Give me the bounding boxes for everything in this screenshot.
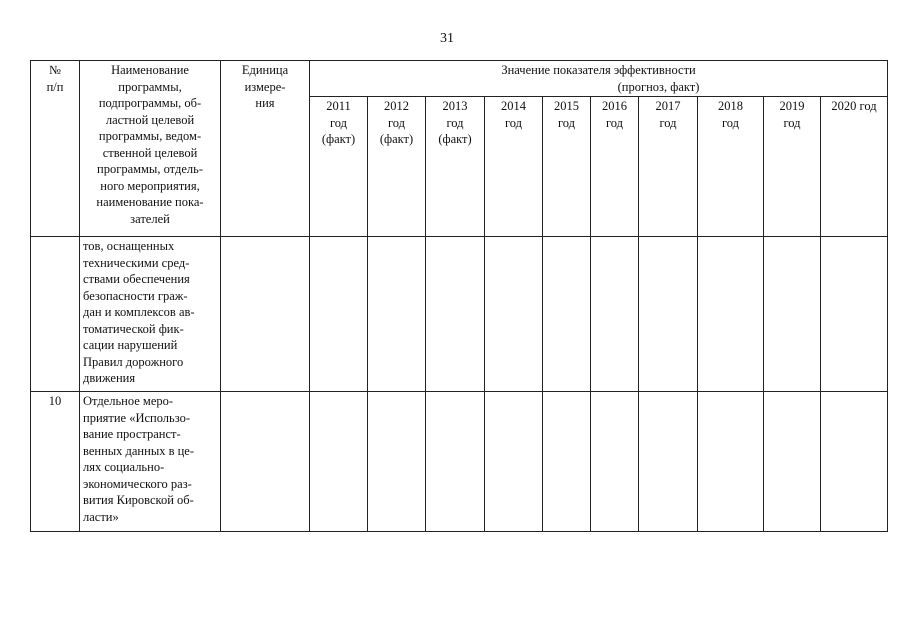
- header-unit-line: Единица: [241, 63, 289, 77]
- row-name-line: тов, оснащенных: [83, 239, 175, 253]
- year-line: год: [721, 115, 740, 130]
- value-cell: [764, 392, 821, 532]
- row-name: [80, 237, 221, 392]
- header-name-line: ластной целевой: [105, 112, 195, 127]
- value-cell: [368, 237, 426, 392]
- year-line: 2016: [602, 99, 627, 113]
- year-2014: [485, 97, 543, 237]
- header-name-line: ного мероприятия,: [100, 178, 200, 193]
- row-name-line: томатической фик-: [83, 321, 184, 336]
- row-name-line: ласти»: [83, 509, 119, 524]
- row-name-line: ствами обеспечения: [83, 272, 190, 286]
- year-line: год: [783, 115, 801, 130]
- year-line: год: [659, 115, 677, 130]
- header-name-line: Наименование: [111, 63, 189, 77]
- row-name-line: Отдельное меро-: [83, 394, 174, 408]
- header-name-line: программы,: [118, 79, 182, 94]
- year-line: 2015: [554, 99, 579, 113]
- value-cell: [368, 392, 426, 532]
- year-2011: [310, 97, 368, 237]
- row-name-line: вание пространст-: [83, 427, 181, 441]
- year-line: (факт): [379, 132, 414, 146]
- row-name-line: приятие «Использо-: [83, 410, 191, 425]
- year-line: год: [446, 115, 464, 130]
- year-line: 2014: [501, 99, 526, 113]
- header-name-line: ственной целевой: [102, 145, 198, 160]
- year-line: 2019: [779, 99, 805, 113]
- value-cell: [698, 392, 764, 532]
- table-row: [31, 237, 888, 392]
- value-cell: [591, 392, 639, 532]
- value-cell: [485, 237, 543, 392]
- value-cell: [698, 237, 764, 392]
- header-number-line: №: [49, 63, 61, 77]
- year-2015: [543, 97, 591, 237]
- header-name-line: зателей: [130, 211, 170, 226]
- row-name-line: безопасности граж-: [83, 288, 188, 303]
- row-name: [80, 392, 221, 532]
- header-number-line: п/п: [46, 79, 64, 94]
- value-cell: [764, 237, 821, 392]
- row-name-line: сации нарушений: [83, 338, 178, 352]
- year-line: 2012: [384, 99, 409, 113]
- year-2016: [591, 97, 639, 237]
- year-line: 2018: [718, 99, 743, 113]
- year-line: год: [557, 115, 576, 130]
- header-group-line: Значение показателя эффективности: [501, 63, 696, 77]
- table-row: [31, 392, 888, 532]
- row-name-line: Правил дорожного: [83, 354, 184, 369]
- header-name-line: программы, ведом-: [98, 129, 202, 143]
- year-line: 2013: [442, 99, 468, 113]
- row-name-line: экономического раз-: [83, 476, 192, 491]
- value-cell: [821, 237, 888, 392]
- header-name: [80, 61, 221, 237]
- year-2012: [368, 97, 426, 237]
- year-2020: [821, 97, 888, 237]
- year-line: 2020 год: [831, 99, 877, 113]
- year-2013: [426, 97, 485, 237]
- year-2017: [639, 97, 698, 237]
- row-name-line: лях социально-: [83, 460, 165, 474]
- year-line: год: [504, 115, 523, 130]
- year-line: 2017: [655, 99, 681, 113]
- row-unit: [221, 392, 310, 532]
- value-cell: [543, 237, 591, 392]
- header-indicator-group: [310, 61, 888, 97]
- row-number: [31, 237, 80, 392]
- year-line: (факт): [321, 132, 356, 146]
- header-number: [31, 61, 80, 237]
- row-name-line: венных данных в це-: [83, 443, 195, 458]
- row-name-line: техническими сред-: [83, 255, 190, 270]
- header-unit-line: ния: [255, 96, 275, 110]
- header-unit-line: измере-: [244, 79, 286, 94]
- value-cell: [310, 392, 368, 532]
- row-unit: [221, 237, 310, 392]
- page-number: 31: [440, 31, 454, 46]
- header-group-line: (прогноз, факт): [617, 79, 700, 94]
- header-name-line: подпрограммы, об-: [98, 96, 202, 110]
- header-name-line: программы, отдель-: [97, 162, 203, 176]
- year-line: 2011: [326, 99, 351, 113]
- year-line: (факт): [438, 132, 472, 146]
- value-cell: [639, 237, 698, 392]
- indicators-table: [30, 60, 888, 532]
- year-2019: [764, 97, 821, 237]
- value-cell: [310, 237, 368, 392]
- header-unit: [221, 61, 310, 237]
- year-line: год: [387, 115, 406, 130]
- value-cell: [821, 392, 888, 532]
- row-name-line: вития Кировской об-: [83, 493, 194, 507]
- row-name-line: дан и комплексов ав-: [83, 305, 195, 319]
- value-cell: [426, 392, 485, 532]
- value-cell: [485, 392, 543, 532]
- header-name-line: наименование пока-: [96, 195, 204, 209]
- year-line: год: [605, 115, 624, 130]
- row-number: 10: [31, 392, 80, 532]
- year-2018: [698, 97, 764, 237]
- year-line: год: [329, 115, 348, 130]
- value-cell: [639, 392, 698, 532]
- value-cell: [591, 237, 639, 392]
- value-cell: [426, 237, 485, 392]
- row-name-line: движения: [83, 371, 136, 385]
- value-cell: [543, 392, 591, 532]
